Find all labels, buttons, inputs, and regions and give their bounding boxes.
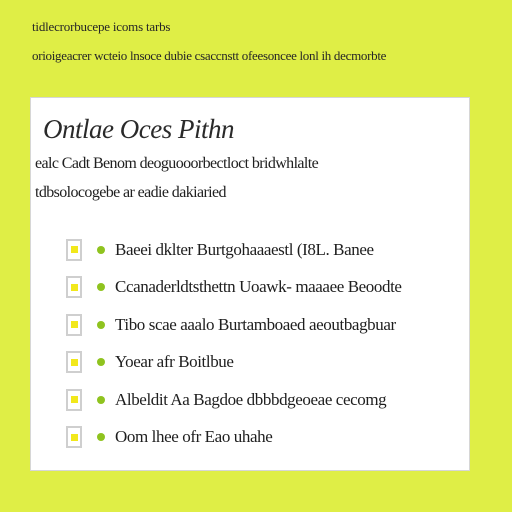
checkbox-mark xyxy=(71,246,78,253)
header-line-1: tidlecrorbucepe icoms tarbs xyxy=(32,19,171,34)
checklist-item[interactable] xyxy=(66,381,466,419)
checkbox-icon[interactable] xyxy=(66,426,82,448)
checkbox-icon[interactable] xyxy=(66,389,82,411)
checklist-item-label: Tibo scae aaalo Burtamboaed aeoutbagbuar xyxy=(115,314,396,334)
checkbox-icon[interactable] xyxy=(66,351,82,373)
checkbox-mark xyxy=(71,284,78,291)
checklist-item[interactable] xyxy=(66,231,466,269)
checklist-card xyxy=(30,97,470,471)
checklist-item-label: Oom lhee ofr Eao uhahe xyxy=(115,427,273,447)
checkbox-mark xyxy=(71,434,78,441)
checkbox-icon[interactable] xyxy=(66,239,82,261)
checkbox-icon[interactable] xyxy=(66,314,82,336)
bullet-dot-icon xyxy=(97,246,105,254)
card-description-line-1: ealc Cadt Benom deoguooorbectloct bridwhlalte xyxy=(35,155,319,172)
checklist-item[interactable] xyxy=(66,344,466,382)
checklist-item[interactable] xyxy=(66,269,466,307)
checklist-item-label: Ccanaderldtsthettn Uoawk- maaaee Beoodte xyxy=(115,277,402,297)
bullet-dot-icon xyxy=(97,396,105,404)
checklist-item-label: Yoear afr Boitlbue xyxy=(115,352,234,372)
card-title: Ontlae Oces Pithn xyxy=(43,114,234,144)
checklist xyxy=(66,231,466,456)
header-line-2: orioigeacrer wcteio lnsoce dubie csaccnstt ofeesoncee lonl ih decmorbte xyxy=(32,48,387,63)
bullet-dot-icon xyxy=(97,283,105,291)
card-description-line-2: tdbsolocogebe ar eadie dakiaried xyxy=(35,184,226,201)
bullet-dot-icon xyxy=(97,321,105,329)
checklist-item-label: Baeei dklter Burtgohaaaestl (I8L. Banee xyxy=(115,239,374,259)
checklist-item[interactable] xyxy=(66,419,466,457)
checkbox-mark xyxy=(71,359,78,366)
bullet-dot-icon xyxy=(97,433,105,441)
checkbox-mark xyxy=(71,396,78,403)
checkbox-icon[interactable] xyxy=(66,276,82,298)
bullet-dot-icon xyxy=(97,358,105,366)
checklist-item-label: Albeldit Aa Bagdoe dbbbdgeoeae cecomg xyxy=(115,389,387,409)
checkbox-mark xyxy=(71,321,78,328)
checklist-item[interactable] xyxy=(66,306,466,344)
